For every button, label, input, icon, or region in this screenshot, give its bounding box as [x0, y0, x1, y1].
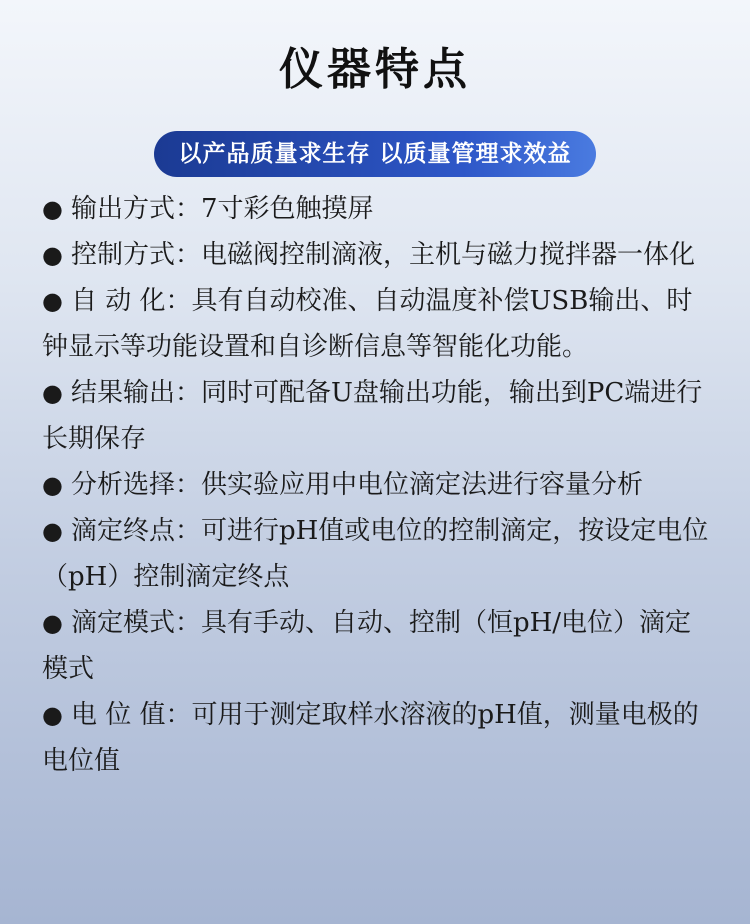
feature-item — [42, 232, 714, 278]
bullet-icon: ● — [42, 471, 63, 499]
feature-label: 分析选择： — [70, 470, 201, 500]
bullet-icon: ● — [42, 517, 63, 545]
feature-text: 电磁阀控制滴液，主机与磁力搅拌器一体化 — [200, 240, 695, 270]
slogan-banner — [0, 131, 750, 177]
feature-text: 具有自动校准、自动温度补偿USB输出、时钟显示等功能设置和自诊断信息等智能化功能。 — [42, 286, 693, 362]
feature-item — [42, 508, 714, 600]
feature-label: 自 动 化： — [70, 286, 192, 316]
feature-label: 输出方式： — [70, 194, 201, 224]
feature-label: 滴定终点： — [70, 516, 201, 546]
feature-item — [42, 186, 714, 232]
feature-item — [42, 600, 714, 692]
feature-list — [42, 186, 714, 784]
bullet-icon: ● — [42, 287, 63, 315]
feature-label: 控制方式： — [70, 240, 201, 270]
feature-text: 可用于测定取样水溶液的pH值，测量电极的电位值 — [42, 700, 699, 776]
feature-item — [42, 692, 714, 784]
feature-item — [42, 462, 714, 508]
feature-text: 供实验应用中电位滴定法进行容量分析 — [200, 470, 643, 500]
feature-label: 结果输出： — [70, 378, 201, 408]
feature-label: 电 位 值： — [70, 700, 192, 730]
bullet-icon: ● — [42, 195, 63, 223]
feature-text: 可进行pH值或电位的控制滴定，按设定电位（pH）控制滴定终点 — [42, 516, 709, 592]
bullet-icon: ● — [42, 701, 63, 729]
feature-item — [42, 370, 714, 462]
bullet-icon: ● — [42, 379, 63, 407]
page-title: 仪器特点 — [279, 44, 471, 95]
feature-text: 7寸彩色触摸屏 — [200, 194, 374, 224]
feature-text: 同时可配备U盘输出功能，输出到PC端进行长期保存 — [42, 378, 703, 454]
feature-item — [42, 278, 714, 370]
bullet-icon: ● — [42, 241, 63, 269]
bullet-icon: ● — [42, 609, 63, 637]
slogan-text: 以产品质量求生存 以质量管理求效益 — [154, 131, 595, 177]
feature-text: 具有手动、自动、控制（恒pH/电位）滴定模式 — [42, 608, 692, 684]
feature-label: 滴定模式： — [70, 608, 201, 638]
